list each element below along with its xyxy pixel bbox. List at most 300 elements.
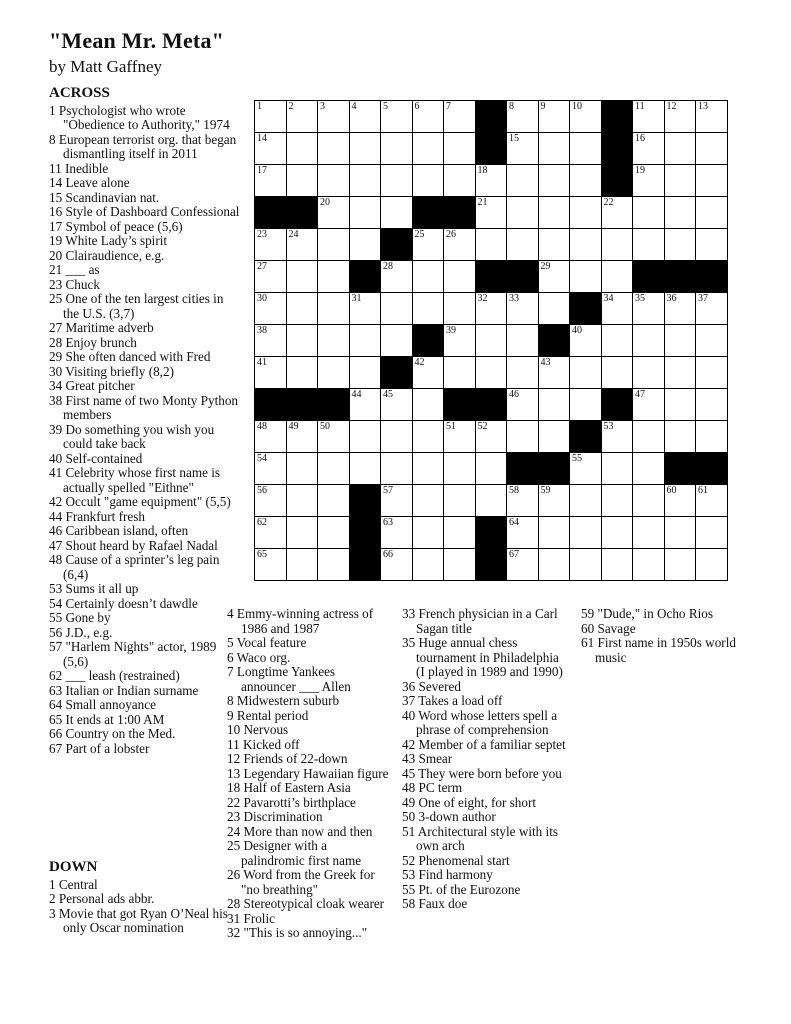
- grid-cell[interactable]: [633, 133, 665, 165]
- black-square: [475, 549, 507, 581]
- grid-cell[interactable]: [507, 389, 539, 421]
- clue-number: 57: [49, 639, 63, 654]
- grid-cell[interactable]: [633, 101, 665, 133]
- grid-cell[interactable]: [570, 389, 602, 421]
- grid-cell[interactable]: [318, 293, 350, 325]
- grid-cell[interactable]: [381, 165, 413, 197]
- grid-cell[interactable]: [444, 357, 476, 389]
- grid-cell[interactable]: [286, 293, 318, 325]
- grid-cell[interactable]: [570, 485, 602, 517]
- clue-number: 67: [49, 740, 63, 756]
- grid-cell[interactable]: [664, 421, 696, 453]
- grid-cell[interactable]: [538, 517, 570, 549]
- clue-11: 11 Inedible: [49, 160, 109, 176]
- grid-cell[interactable]: [696, 517, 728, 549]
- grid-cell[interactable]: [570, 101, 602, 133]
- grid-cell[interactable]: [538, 421, 570, 453]
- cell-number: 24: [288, 229, 299, 240]
- grid-cell[interactable]: [475, 453, 507, 485]
- grid-cell[interactable]: [318, 133, 350, 165]
- clue-number: 18: [227, 780, 241, 795]
- grid-cell[interactable]: [633, 517, 665, 549]
- clue-number: 53: [402, 867, 416, 882]
- black-square: [381, 229, 413, 261]
- grid-cell[interactable]: [601, 197, 633, 229]
- grid-cell[interactable]: [538, 229, 570, 261]
- grid-cell[interactable]: [507, 517, 539, 549]
- grid-cell[interactable]: [664, 197, 696, 229]
- grid-cell[interactable]: [633, 453, 665, 485]
- grid-cell[interactable]: [318, 517, 350, 549]
- grid-cell[interactable]: [255, 261, 287, 293]
- clue-1: 1 Central: [49, 876, 98, 892]
- clue-65: 65 It ends at 1:00 AM: [49, 711, 165, 727]
- cell-number: 22: [603, 197, 614, 208]
- grid-cell[interactable]: [349, 357, 381, 389]
- clue-number: 53: [49, 581, 63, 596]
- grid-cell[interactable]: [255, 549, 287, 581]
- clue-number: 32: [227, 925, 241, 940]
- cell-number: 46: [509, 389, 519, 400]
- clue-3: 3 Movie that got Ryan O’Neal his only Oscar nomination: [49, 905, 228, 935]
- clue-20: 20 Clairaudience, e.g.: [49, 247, 165, 263]
- clue-number: 1: [49, 102, 56, 118]
- grid-cell[interactable]: [475, 229, 507, 261]
- grid-cell[interactable]: [507, 101, 539, 133]
- clue-5: 5 Vocal feature: [227, 635, 307, 650]
- clue-number: 29: [49, 349, 63, 364]
- clue-number: 25: [49, 291, 63, 306]
- cell-number: 1: [257, 101, 262, 112]
- grid-cell[interactable]: [633, 165, 665, 197]
- grid-cell[interactable]: [444, 325, 476, 357]
- clue-number: 17: [49, 218, 63, 234]
- grid-cell[interactable]: [318, 421, 350, 453]
- grid-cell[interactable]: [412, 101, 444, 133]
- clue-26: 26 Word from the Greek for "no breathing": [227, 867, 375, 897]
- grid-cell[interactable]: [633, 197, 665, 229]
- grid-cell[interactable]: [633, 389, 665, 421]
- clue-36: 36 Severed: [402, 678, 461, 694]
- clue-number: 60: [581, 620, 595, 636]
- grid-cell[interactable]: [570, 261, 602, 293]
- grid-cell[interactable]: [286, 453, 318, 485]
- clue-35: 35 Huge annual chess tournament in Philadelphia (I played in 1989 and 1990): [402, 635, 563, 679]
- grid-cell[interactable]: [696, 357, 728, 389]
- grid-cell[interactable]: [412, 165, 444, 197]
- grid-cell[interactable]: [412, 133, 444, 165]
- grid-cell[interactable]: [412, 293, 444, 325]
- grid-cell[interactable]: [412, 421, 444, 453]
- grid-cell[interactable]: [255, 517, 287, 549]
- clue-23: 23 Chuck: [49, 276, 100, 292]
- grid-cell[interactable]: [286, 165, 318, 197]
- grid-cell[interactable]: [601, 357, 633, 389]
- grid-cell[interactable]: [475, 421, 507, 453]
- grid-cell[interactable]: [444, 133, 476, 165]
- cell-number: 5: [383, 101, 388, 112]
- grid-cell[interactable]: [286, 229, 318, 261]
- grid-cell[interactable]: [664, 549, 696, 581]
- grid-cell[interactable]: [664, 101, 696, 133]
- grid-cell[interactable]: [538, 197, 570, 229]
- grid-cell[interactable]: [349, 133, 381, 165]
- cell-number: 16: [635, 133, 645, 144]
- grid-cell[interactable]: [381, 453, 413, 485]
- clue-7: 7 Longtime Yankees announcer ___ Allen: [227, 664, 351, 694]
- grid-cell[interactable]: [286, 485, 318, 517]
- cell-number: 2: [288, 101, 294, 112]
- grid-cell[interactable]: [570, 517, 602, 549]
- grid-cell[interactable]: [286, 421, 318, 453]
- grid-cell[interactable]: [444, 293, 476, 325]
- grid-cell[interactable]: [601, 261, 633, 293]
- clue-56: 56 J.D., e.g.: [49, 624, 113, 640]
- grid-cell[interactable]: [696, 197, 728, 229]
- clue-13: 13 Legendary Hawaiian figure: [227, 765, 389, 781]
- clue-number: 14: [49, 175, 63, 190]
- clue-29: 29 She often danced with Fred: [49, 349, 211, 364]
- cell-number: 34: [603, 293, 614, 304]
- grid-cell[interactable]: [412, 453, 444, 485]
- grid-cell[interactable]: [318, 197, 350, 229]
- grid-cell[interactable]: [538, 165, 570, 197]
- grid-cell[interactable]: [507, 485, 539, 517]
- grid-cell[interactable]: [570, 229, 602, 261]
- grid-cell[interactable]: [318, 357, 350, 389]
- grid-cell[interactable]: [633, 357, 665, 389]
- grid-cell[interactable]: [664, 485, 696, 517]
- grid-cell[interactable]: [570, 453, 602, 485]
- grid-cell[interactable]: [412, 549, 444, 581]
- cell-number: 25: [414, 229, 425, 240]
- clue-number: 26: [227, 867, 241, 882]
- grid-cell[interactable]: [255, 485, 287, 517]
- clue-61: 61 First name in 1950s world music: [581, 635, 736, 665]
- grid-cell[interactable]: [381, 549, 413, 581]
- clue-number: 40: [49, 450, 63, 466]
- grid-cell[interactable]: [507, 549, 539, 581]
- grid-cell[interactable]: [444, 517, 476, 549]
- clue-number: 58: [402, 896, 416, 911]
- grid-cell[interactable]: [318, 453, 350, 485]
- clue-25: 25 One of the ten largest cities in the U.S. (3,7): [49, 291, 224, 321]
- grid-cell[interactable]: [507, 293, 539, 325]
- grid-cell[interactable]: [601, 229, 633, 261]
- clue-12: 12 Friends of 22-down: [227, 751, 348, 766]
- grid-cell[interactable]: [507, 133, 539, 165]
- grid-cell[interactable]: [475, 325, 507, 357]
- grid-cell[interactable]: [349, 197, 381, 229]
- grid-cell[interactable]: [444, 101, 476, 133]
- clue-27: 27 Maritime adverb: [49, 320, 154, 335]
- clue-45: 45 They were born before you: [402, 765, 562, 781]
- black-square: [507, 453, 539, 485]
- cell-number: 66: [383, 549, 393, 560]
- clue-number: 47: [49, 537, 63, 553]
- grid-cell[interactable]: [412, 357, 444, 389]
- black-square: [570, 421, 602, 453]
- grid-cell[interactable]: [696, 389, 728, 421]
- grid-cell[interactable]: [633, 293, 665, 325]
- grid-cell[interactable]: [475, 293, 507, 325]
- cell-number: 33: [509, 293, 519, 304]
- grid-cell[interactable]: [570, 197, 602, 229]
- clue-number: 16: [49, 204, 63, 219]
- black-square: [286, 197, 318, 229]
- cell-number: 64: [509, 517, 519, 528]
- black-square: [255, 197, 287, 229]
- cell-number: 35: [635, 293, 645, 304]
- grid-cell[interactable]: [286, 261, 318, 293]
- clue-number: 4: [227, 606, 234, 621]
- grid-cell[interactable]: [381, 325, 413, 357]
- cell-number: 37: [698, 293, 708, 304]
- cell-number: 28: [383, 261, 393, 272]
- grid-cell[interactable]: [507, 325, 539, 357]
- grid-cell[interactable]: [570, 165, 602, 197]
- grid-cell[interactable]: [601, 421, 633, 453]
- grid-cell[interactable]: [381, 293, 413, 325]
- clue-number: 56: [49, 624, 63, 640]
- grid-cell[interactable]: [412, 389, 444, 421]
- grid-cell[interactable]: [381, 517, 413, 549]
- grid-cell[interactable]: [601, 453, 633, 485]
- grid-cell[interactable]: [444, 261, 476, 293]
- grid-cell[interactable]: [412, 485, 444, 517]
- grid-cell[interactable]: [349, 101, 381, 133]
- grid-cell[interactable]: [475, 485, 507, 517]
- grid-cell[interactable]: [349, 389, 381, 421]
- grid-cell[interactable]: [475, 197, 507, 229]
- grid-cell[interactable]: [570, 133, 602, 165]
- grid-cell[interactable]: [444, 549, 476, 581]
- cell-number: 10: [572, 101, 582, 112]
- grid-cell[interactable]: [633, 485, 665, 517]
- grid-cell[interactable]: [444, 421, 476, 453]
- cell-number: 60: [666, 485, 677, 496]
- grid-cell[interactable]: [381, 485, 413, 517]
- clue-number: 65: [49, 711, 63, 727]
- grid-cell[interactable]: [255, 229, 287, 261]
- grid-cell[interactable]: [696, 421, 728, 453]
- grid-cell[interactable]: [601, 325, 633, 357]
- cell-number: 62: [257, 517, 267, 528]
- grid-cell[interactable]: [538, 357, 570, 389]
- clue-number: 33: [402, 606, 416, 621]
- clue-40: 40 Self-contained: [49, 450, 143, 466]
- grid-cell[interactable]: [538, 485, 570, 517]
- clue-number: 3: [49, 905, 56, 921]
- grid-cell[interactable]: [349, 325, 381, 357]
- grid-cell[interactable]: [538, 101, 570, 133]
- clue-number: 8: [49, 131, 56, 147]
- grid-cell[interactable]: [412, 261, 444, 293]
- grid-cell[interactable]: [538, 133, 570, 165]
- grid-cell[interactable]: [664, 517, 696, 549]
- grid-cell[interactable]: [633, 325, 665, 357]
- grid-cell[interactable]: [633, 421, 665, 453]
- grid-cell[interactable]: [507, 197, 539, 229]
- cell-number: 53: [603, 421, 614, 432]
- grid-cell[interactable]: [696, 325, 728, 357]
- cell-number: 29: [540, 261, 551, 272]
- grid-cell[interactable]: [318, 549, 350, 581]
- clue-59: 59 "Dude," in Ocho Rios: [581, 606, 714, 621]
- grid-cell[interactable]: [444, 165, 476, 197]
- clue-16: 16 Style of Dashboard Confessional: [49, 204, 240, 219]
- clue-number: 23: [49, 276, 63, 292]
- grid-cell[interactable]: [475, 357, 507, 389]
- grid-cell[interactable]: [633, 549, 665, 581]
- grid-cell[interactable]: [255, 101, 287, 133]
- clue-33: 33 French physician in a Carl Sagan title: [402, 606, 558, 636]
- cell-number: 55: [572, 453, 582, 464]
- grid-cell[interactable]: [696, 229, 728, 261]
- grid-cell[interactable]: [349, 229, 381, 261]
- grid-cell[interactable]: [381, 261, 413, 293]
- clue-51: 51 Architectural style with its own arch: [402, 823, 559, 853]
- grid-cell[interactable]: [349, 421, 381, 453]
- grid-cell[interactable]: [381, 197, 413, 229]
- clue-21: 21 ___ as: [49, 262, 100, 277]
- grid-cell[interactable]: [381, 101, 413, 133]
- grid-cell[interactable]: [349, 165, 381, 197]
- grid-cell[interactable]: [601, 517, 633, 549]
- grid-cell[interactable]: [696, 101, 728, 133]
- grid-cell[interactable]: [538, 293, 570, 325]
- grid-cell[interactable]: [318, 165, 350, 197]
- clue-2: 2 Personal ads abbr.: [49, 891, 155, 906]
- grid-cell[interactable]: [255, 453, 287, 485]
- clue-number: 20: [49, 247, 63, 263]
- grid-cell[interactable]: [538, 261, 570, 293]
- grid-cell[interactable]: [381, 421, 413, 453]
- clue-4: 4 Emmy-winning actress of 1986 and 1987: [227, 606, 374, 636]
- black-square: [349, 549, 381, 581]
- clue-42: 42 Occult "game equipment" (5,5): [49, 494, 231, 509]
- grid-cell[interactable]: [412, 517, 444, 549]
- clue-number: 41: [49, 465, 63, 480]
- clue-53: 53 Find harmony: [402, 867, 493, 882]
- black-square: [444, 389, 476, 421]
- clue-44: 44 Frankfurt fresh: [49, 508, 145, 524]
- grid-cell[interactable]: [570, 357, 602, 389]
- grid-cell[interactable]: [349, 453, 381, 485]
- cell-number: 12: [666, 101, 677, 112]
- grid-cell[interactable]: [664, 229, 696, 261]
- clue-49: 49 One of eight, for short: [402, 794, 537, 810]
- grid-cell[interactable]: [444, 229, 476, 261]
- grid-cell[interactable]: [664, 133, 696, 165]
- grid-cell[interactable]: [444, 453, 476, 485]
- clue-60: 60 Savage: [581, 620, 636, 636]
- grid-cell[interactable]: [601, 549, 633, 581]
- black-square: [318, 389, 350, 421]
- clue-number: 48: [49, 552, 63, 567]
- clue-number: 52: [402, 852, 416, 868]
- clue-48: 48 PC term: [402, 780, 463, 795]
- grid-cell[interactable]: [318, 229, 350, 261]
- black-square: [475, 133, 507, 165]
- grid-cell[interactable]: [255, 325, 287, 357]
- grid-cell[interactable]: [664, 389, 696, 421]
- cell-number: 57: [383, 485, 393, 496]
- grid-cell[interactable]: [696, 485, 728, 517]
- grid-cell[interactable]: [349, 293, 381, 325]
- grid-cell[interactable]: [412, 229, 444, 261]
- grid-cell[interactable]: [318, 101, 350, 133]
- cell-number: 56: [257, 485, 267, 496]
- grid-cell[interactable]: [507, 357, 539, 389]
- crossword-grid: [254, 100, 728, 581]
- grid-cell[interactable]: [286, 517, 318, 549]
- clue-number: 37: [402, 693, 416, 708]
- clue-number: 64: [49, 697, 63, 712]
- grid-cell[interactable]: [538, 549, 570, 581]
- grid-cell[interactable]: [696, 293, 728, 325]
- clue-28: 28 Enjoy brunch: [49, 334, 137, 350]
- grid-cell[interactable]: [507, 165, 539, 197]
- grid-cell[interactable]: [318, 485, 350, 517]
- grid-cell[interactable]: [255, 165, 287, 197]
- grid-cell[interactable]: [570, 549, 602, 581]
- grid-cell[interactable]: [286, 101, 318, 133]
- grid-cell[interactable]: [255, 293, 287, 325]
- grid-cell[interactable]: [633, 229, 665, 261]
- cell-number: 58: [509, 485, 519, 496]
- grid-cell[interactable]: [381, 389, 413, 421]
- grid-cell[interactable]: [318, 325, 350, 357]
- grid-cell[interactable]: [696, 133, 728, 165]
- grid-cell[interactable]: [318, 261, 350, 293]
- grid-cell[interactable]: [538, 389, 570, 421]
- grid-cell[interactable]: [286, 357, 318, 389]
- grid-cell[interactable]: [255, 421, 287, 453]
- grid-cell[interactable]: [255, 357, 287, 389]
- grid-cell[interactable]: [696, 165, 728, 197]
- clue-number: 2: [49, 891, 56, 906]
- grid-cell[interactable]: [507, 229, 539, 261]
- clue-9: 9 Rental period: [227, 707, 309, 723]
- black-square: [601, 101, 633, 133]
- grid-cell[interactable]: [664, 293, 696, 325]
- down-clue-column-4: [581, 607, 749, 665]
- clue-number: 55: [49, 610, 63, 625]
- grid-cell[interactable]: [507, 421, 539, 453]
- grid-cell[interactable]: [664, 357, 696, 389]
- grid-cell[interactable]: [664, 165, 696, 197]
- grid-cell[interactable]: [381, 133, 413, 165]
- grid-cell[interactable]: [696, 549, 728, 581]
- clue-18: 18 Half of Eastern Asia: [227, 780, 351, 795]
- grid-cell[interactable]: [444, 485, 476, 517]
- grid-cell[interactable]: [475, 165, 507, 197]
- grid-cell[interactable]: [255, 133, 287, 165]
- grid-cell[interactable]: [286, 549, 318, 581]
- clue-number: 11: [227, 736, 240, 752]
- grid-cell[interactable]: [286, 133, 318, 165]
- grid-cell[interactable]: [286, 325, 318, 357]
- grid-cell[interactable]: [664, 325, 696, 357]
- grid-cell[interactable]: [570, 325, 602, 357]
- grid-cell[interactable]: [601, 485, 633, 517]
- grid-cell[interactable]: [601, 293, 633, 325]
- clue-42: 42 Member of a familiar septet: [402, 736, 566, 752]
- clue-number: 5: [227, 635, 234, 650]
- clue-number: 9: [227, 707, 234, 723]
- clue-55: 55 Gone by: [49, 610, 111, 625]
